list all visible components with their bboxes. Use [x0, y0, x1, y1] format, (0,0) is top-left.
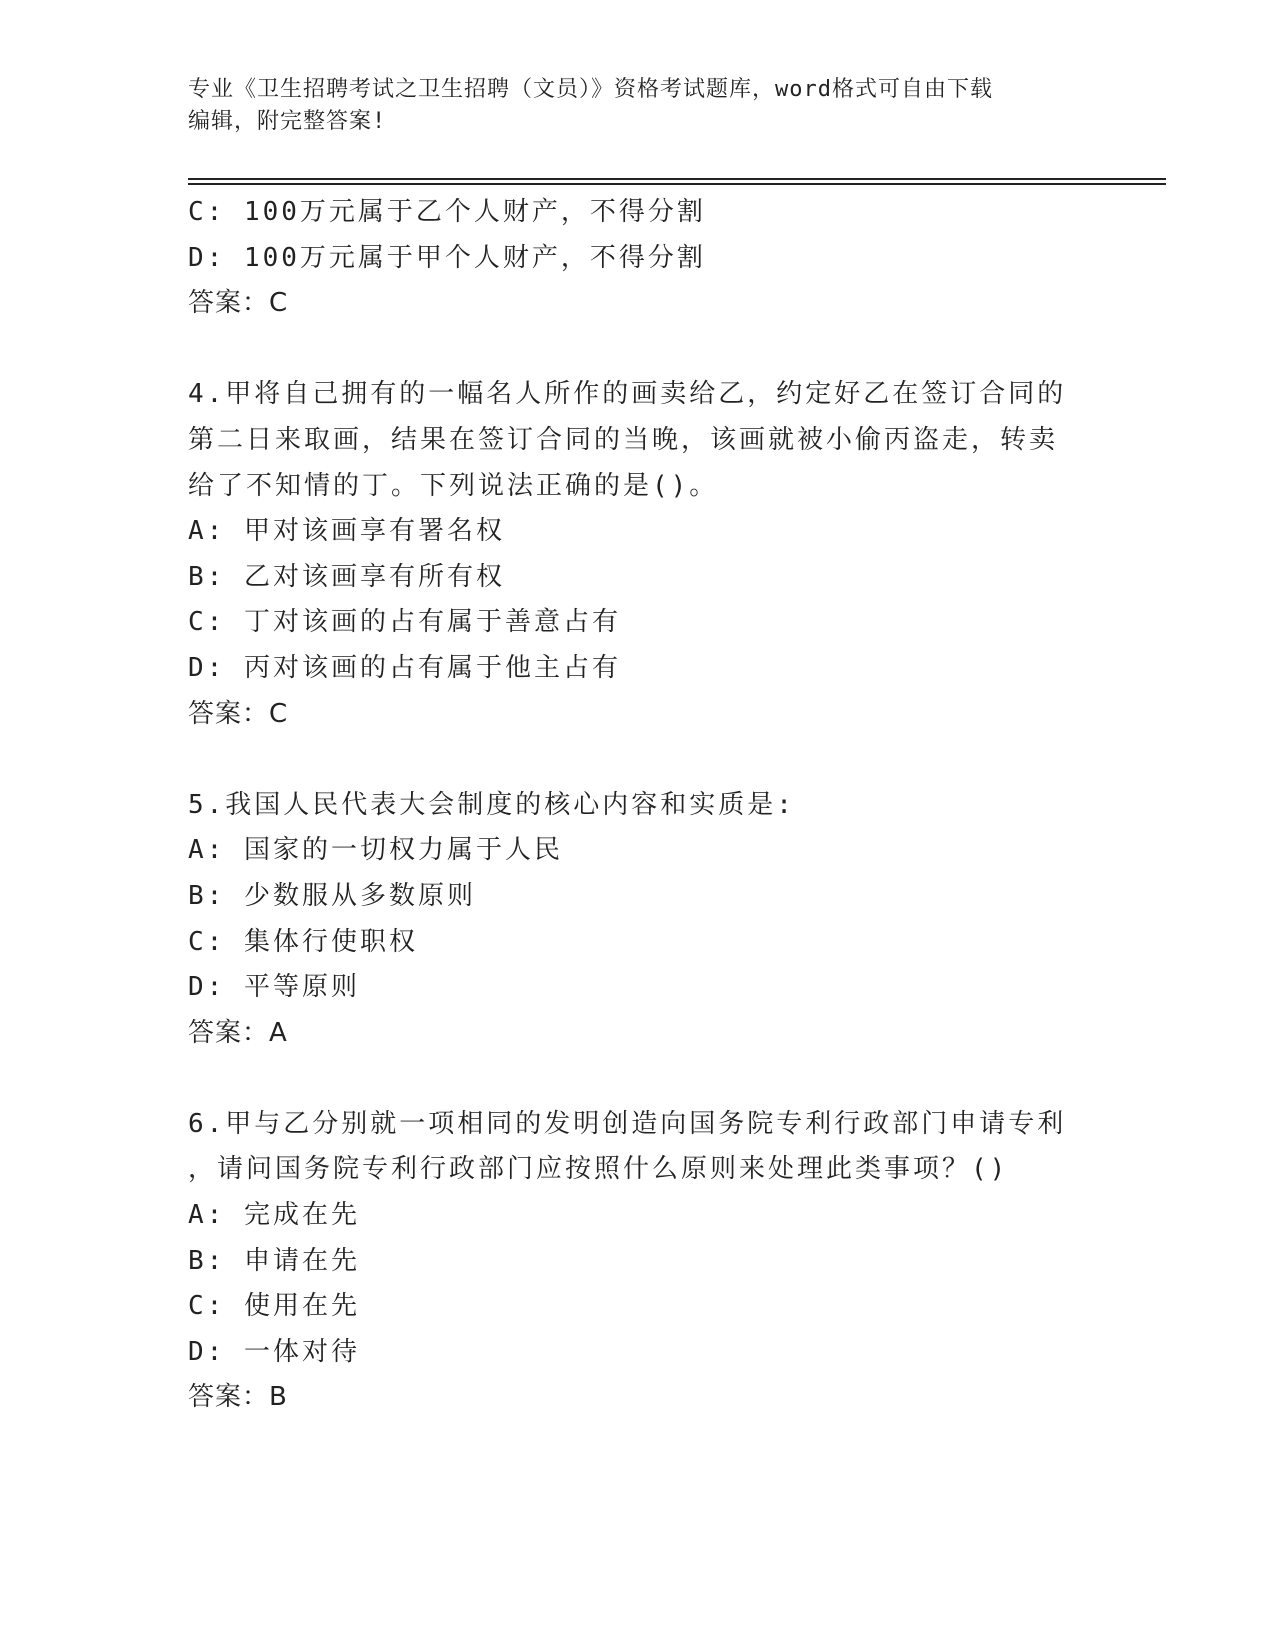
- question-stem-line: 6.甲与乙分别就一项相同的发明创造向国务院专利行政部门申请专利: [188, 1108, 1067, 1139]
- question-list: [188, 190, 1088, 1421]
- question-stem-line: 4.甲将自己拥有的一幅名人所作的画卖给乙，约定好乙在签订合同的: [188, 379, 1067, 410]
- question-block-3: [188, 190, 1088, 327]
- question-stem-line: 5.我国人民代表大会制度的核心内容和实质是:: [188, 789, 795, 820]
- option-a: A: 国家的一切权力属于人民: [188, 835, 563, 866]
- question-stem-line: ，请问国务院专利行政部门应按照什么原则来处理此类事项？(): [188, 1154, 1009, 1185]
- answer-label: 答案：B: [188, 1382, 288, 1413]
- option-c: C: 丁对该画的占有属于善意占有: [188, 607, 621, 638]
- header-line-2: 编辑，附完整答案!: [188, 109, 387, 134]
- header-divider-bottom: [188, 183, 1166, 185]
- header-divider-top: [188, 178, 1166, 180]
- question-block-5: [188, 783, 1088, 1057]
- option-c: C: 集体行使职权: [188, 926, 418, 957]
- option-c: C: 100万元属于乙个人财产，不得分割: [188, 197, 706, 227]
- option-b: B: 少数服从多数原则: [188, 880, 476, 911]
- answer-label: 答案：C: [188, 288, 289, 319]
- option-d: D: 丙对该画的占有属于他主占有: [188, 652, 621, 683]
- option-a: A: 甲对该画享有署名权: [188, 516, 505, 547]
- option-c: C: 使用在先: [188, 1291, 360, 1322]
- option-d: D: 平等原则: [188, 972, 360, 1003]
- header-line-1: 专业《卫生招聘考试之卫生招聘（文员）》资格考试题库，word格式可自由下载: [188, 77, 993, 102]
- spacer: [188, 327, 1088, 373]
- option-b: B: 申请在先: [188, 1245, 360, 1276]
- option-d: D: 100万元属于甲个人财产，不得分割: [188, 242, 706, 273]
- spacer: [188, 737, 1088, 783]
- answer-label: 答案：A: [188, 1017, 288, 1048]
- document-header: [188, 74, 1088, 138]
- question-stem-line: 第二日来取画，结果在签订合同的当晚，该画就被小偷丙盗走，转卖: [188, 424, 1059, 455]
- question-block-6: [188, 1102, 1088, 1421]
- option-b: B: 乙对该画享有所有权: [188, 561, 505, 592]
- answer-label: 答案：C: [188, 698, 289, 729]
- question-block-4: [188, 372, 1088, 737]
- option-d: D: 一体对待: [188, 1336, 360, 1367]
- spacer: [188, 1056, 1088, 1102]
- question-stem-line: 给了不知情的丁。下列说法正确的是()。: [188, 470, 719, 501]
- option-a: A: 完成在先: [188, 1200, 360, 1231]
